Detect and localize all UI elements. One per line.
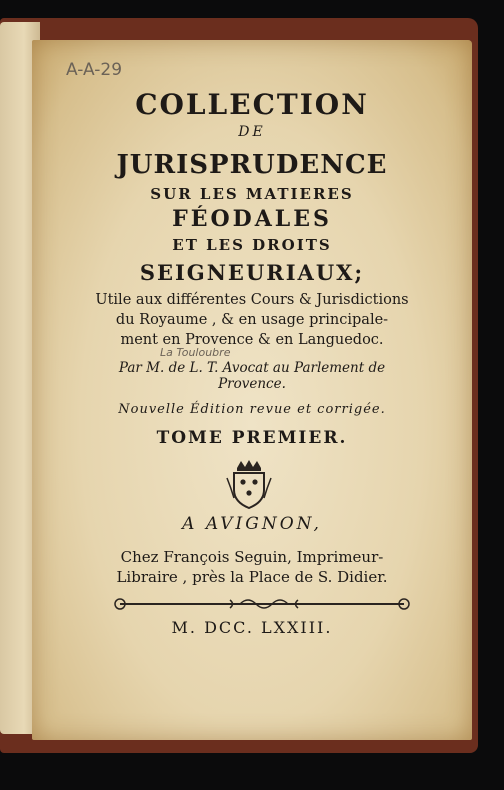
printer-line-1: Chez François Seguin, Imprimeur- [120, 548, 384, 566]
handwritten-shelfmark: A-A-29 [66, 60, 123, 80]
year-line: M. DCC. LXXIII. [171, 618, 333, 637]
title-line-collection: COLLECTION [135, 88, 369, 121]
handwritten-annotation: La Touloubre [160, 346, 231, 359]
title-line-jurisprudence: JURISPRUDENCE [116, 150, 388, 180]
subtitle-line-1: Utile aux différentes Cours & Jurisdictions [95, 292, 409, 308]
printer-line-2: Libraire , près la Place de S. Didier. [116, 568, 388, 586]
author-line-2: Provence. [218, 376, 286, 392]
subtitle-line-2: du Royaume , & en usage principale- [115, 312, 389, 328]
title-line-et-les-droits: ET LES DROITS [172, 236, 332, 254]
title-line-sur-les-matieres: SUR LES MATIERES [150, 185, 354, 203]
title-line-feodales: FÉODALES [172, 206, 332, 232]
ornament-divider-icon [110, 595, 414, 613]
royal-crest-icon [222, 458, 276, 510]
tome-line: TOME PREMIER. [156, 428, 348, 448]
title-page [32, 40, 472, 740]
subtitle-line-3: ment en Provence & en Languedoc. [120, 332, 384, 348]
city-line: A AVIGNON, [182, 514, 322, 534]
title-line-de: DE [238, 124, 266, 140]
title-line-seigneuriaux: SEIGNEURIAUX; [139, 260, 365, 285]
edition-line: Nouvelle Édition revue et corrigée. [118, 402, 386, 417]
author-line-1: Par M. de L. T. Avocat au Parlement de [118, 360, 386, 376]
